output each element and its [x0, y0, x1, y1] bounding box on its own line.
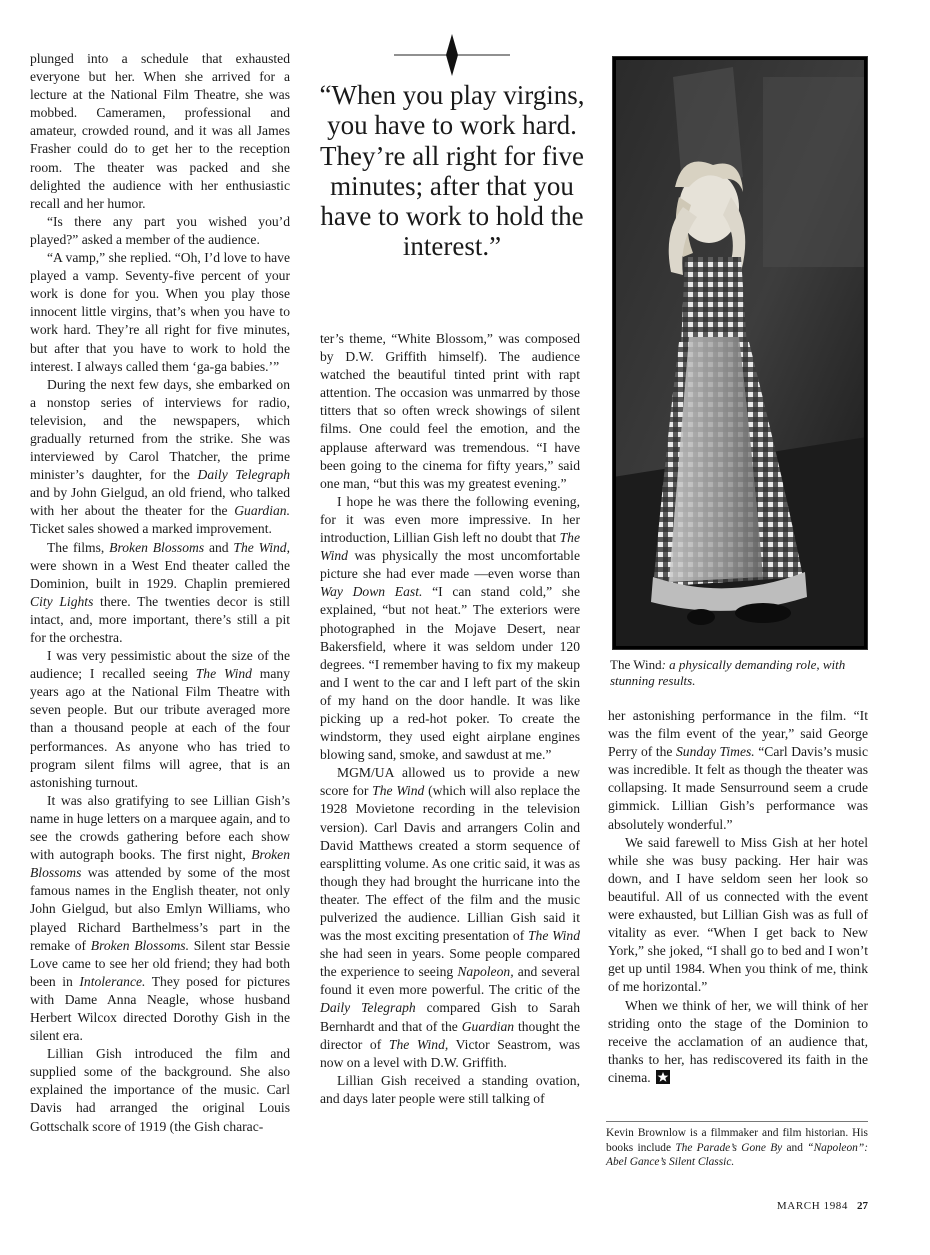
paragraph: Lillian Gish introduced the film and supplied some of the background. She also explained the importance of the music. Carl Davis had arranged the original Louis Gottschalk score of 1919 (the Gish charac-: [30, 1046, 290, 1134]
paragraph: During the next few days, she embarked on a nonstop series of interviews for radio, television, and the newspapers, which gradually returned from the strike. She was interviewed by Carol Thatcher, the prime minister’s daughter, for the Daily Telegraph and by John Gielgud, an old friend, who talked with her about the theater for the Guardian. Ticket sales showed a marked improvement.: [30, 376, 290, 537]
paragraph: plunged into a schedule that exhausted everyone but her. When she arrived for a lecture at the National Film Theatre, she was mobbed. Cameramen, professional and amateur, crowded round, and it was all James Frasher could do to get her to the reception room. The theater was packed and she delighted the audience with her enthusiastic recall and her humor.: [30, 51, 290, 211]
photo-caption: The Wind: a physically demanding role, with stunning results.: [610, 657, 846, 688]
diamond-rule-ornament-icon: [394, 34, 510, 76]
pull-quote: “When you play virgins, you have to work hard. They’re all right for five minutes; after that you have to work to hold the interest.”: [319, 80, 585, 262]
paragraph: We said farewell to Miss Gish at her hotel while she was busy packing. Her hair was down, and I have seldom seen her look so beautiful. All of us connected with the event were exhausted, but Lillian Gish was as full of vitality as ever. “When I get back to New York,” she joked, “I shall go to bed and I won’t get up until 1984. When you think of me, think of me horizontal.”: [608, 834, 868, 995]
paragraph: I hope he was there the following evening, for it was even more impressive. In her introduction, Lillian Gish left no doubt that The Wind was physically the most uncomfortable picture she had ever made —even worse than Way Down East. “I can stand cold,” she explained, “but not heat.” The exteriors were photographed in the Mojave Desert, near Bakersfield, where it was seldom under 120 degrees. “I remember having to fix my makeup and I went to the car and I left part of the skin of my hand on the door handle. It was like picking up a red-hot poker. To create the windstorm, they used eight airplane engines blowing sand, smoke, and sawdust at me.”: [320, 493, 580, 763]
star-end-mark-icon: [656, 1070, 670, 1084]
paragraph: When we think of her, we will think of her striding onto the stage of the Dominion to receive the acclamation of an audience that, thanks to her, has rediscovered its faith in the cinema.: [608, 997, 868, 1085]
article-column-3: [608, 707, 868, 1087]
film-still-illustration: [613, 57, 867, 649]
paragraph: MGM/UA allowed us to provide a new score for The Wind (which will also replace the 1928 Movietone recording in the television version). Carl Davis and arrangers Colin and David Matthews created a storm sequence of earsplitting volume. As one critic said, it was as though they had brought the hurricane into the theater. The effect of the film and the music pulverized the audience. Lillian Gish said it was the most exciting presentation of The Wind she had seen in years. Some people compared the experience to seeing Napoleon, and several found it even more powerful. The critic of the Daily Telegraph compared Gish to Sarah Bernhardt and that of the Guardian thought the director of The Wind, Victor Seastrom, was now on a level with D.W. Griffith.: [320, 765, 581, 1070]
paragraph: ter’s theme, “White Blossom,” was composed by D.W. Griffith himself). The audience watched the beautiful tinted print with rapt attention. The occasion was unmarred by those titters that so often wreck showings of silent films. One could feel the emotion, and the applause afterward was tremendous. “I have been going to the cinema for fifty years,” said one man, “but this was my greatest evening.”: [320, 331, 580, 491]
paragraph: It was also gratifying to see Lillian Gish’s name in huge letters on a marquee again, and to see the crowds gathering before each show with autograph books. The first night, Broken Blossoms was attended by some of the most famous names in the English theater, not only John Gielgud, but also Emlyn Williams, who played Richard Barthelmess’s part in the remake of Broken Blossoms. Silent star Bessie Love came to see her old friend; they had both been in Intolerance. They posed for pictures with Dame Anna Neagle, whose husband Herbert Wilcox directed Dorothy Gish in the silent era.: [30, 792, 290, 1044]
article-column-1: [30, 50, 290, 1136]
paragraph: I was very pessimistic about the size of the audience; I recalled seeing The Wind many years ago at the National Film Theatre with seven people. But our tribute averaged more than a thousand people at each of the four performances. As anyone who has tried to program silent films will agree, that is an astonishing turnout.: [30, 648, 290, 790]
article-column-2: [320, 330, 580, 1108]
page-number: 27: [857, 1200, 868, 1212]
issue-date: MARCH 1984: [776, 1200, 848, 1212]
page-folio: [740, 1200, 868, 1212]
bio-divider: [606, 1121, 868, 1122]
paragraph: her astonishing performance in the film. “It was the film event of the year,” said George Perry of the Sunday Times. “Carl Davis’s music was incredible. It felt as though the theater was collapsing. It made Sensurround seem a crude gimmick. Lillian Gish’s performance was absolutely wonderful.”: [608, 708, 868, 832]
author-bio: Kevin Brownlow is a filmmaker and film historian. His books include The Parade’s Gone By and “Napoleon”: Abel Gance’s Silent Classic.: [606, 1127, 868, 1168]
film-still-photo: [612, 56, 868, 650]
paragraph: The films, Broken Blossoms and The Wind, were shown in a West End theater called the Dominion, built in 1929. Chaplin premiered City Lights there. The twenties decor is still intact, and, more important, there’s still a pit for the orchestra.: [30, 539, 290, 645]
paragraph: “Is there any part you wished you’d played?” asked a member of the audience.: [30, 213, 290, 247]
paragraph: Lillian Gish received a standing ovation, and days later people were still talking of: [320, 1072, 580, 1106]
paragraph: “A vamp,” she replied. “Oh, I’d love to have played a vamp. Seventy-five percent of your work is done for you. When you play those innocent little virgins, that’s when you have to work hard. They’re all right for five minutes, but after that you have to work to hold the interest. I always called them ‘ga-ga babies.’”: [30, 250, 290, 374]
